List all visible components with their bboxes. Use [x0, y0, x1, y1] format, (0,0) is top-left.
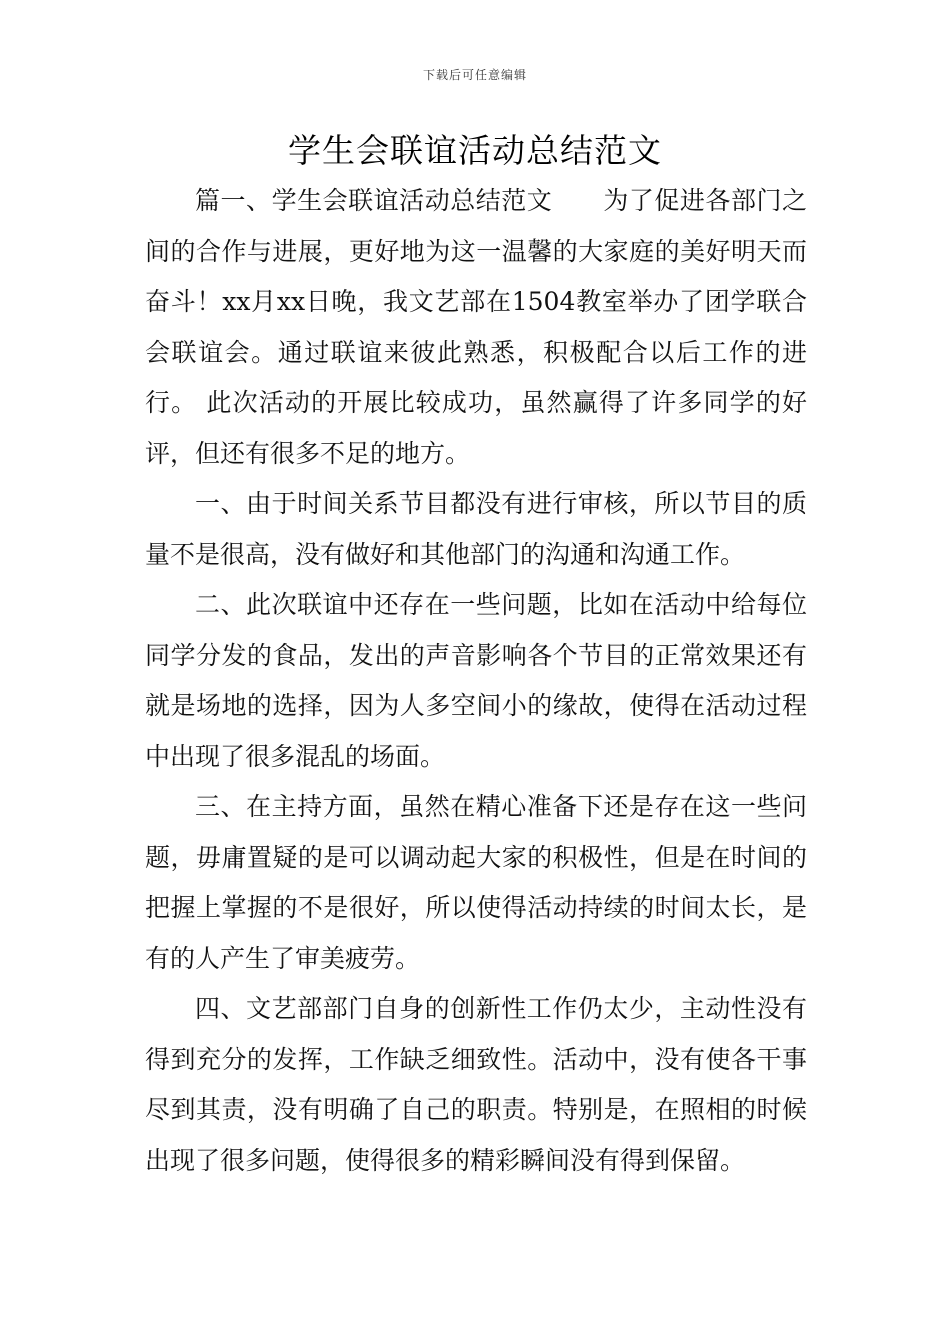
page-title: 学生会联谊活动总结范文 [288, 131, 662, 170]
paragraph-point-1: 一、由于时间关系节目都没有进行审核，所以节目的质量不是很高，没有做好和其他部门的沟通和沟通工作。 [145, 489, 807, 569]
paragraph-point-2: 二、此次联谊中还存在一些问题，比如在活动中给每位同学分发的食品，发出的声音影响各个节目的正常效果还有就是场地的选择，因为人多空间小的缘故，使得在活动过程中出现了很多混乱的场面。 [145, 590, 807, 771]
document-body [145, 176, 807, 1186]
paragraph-intro: 篇一、学生会联谊活动总结范文 为了促进各部门之间的合作与进展，更好地为这一温馨的大家庭的美好明天而奋斗！xx月xx日晚，我文艺部在1504教室举办了团学联合会联谊会。通过联谊来彼此熟悉，积极配合以后工作的进行。 此次活动的开展比较成功，虽然赢得了许多同学的好评，但还有很多不足的地方。 [145, 186, 807, 468]
paragraph-point-4: 四、文艺部部门自身的创新性工作仍太少，主动性没有得到充分的发挥，工作缺乏细致性。活动中，没有使各干事尽到其责，没有明确了自己的职责。特别是，在照相的时候出现了很多问题，使得很多的精彩瞬间没有得到保留。 [145, 994, 807, 1175]
paragraph-point-3: 三、在主持方面，虽然在精心准备下还是存在这一些问题，毋庸置疑的是可以调动起大家的积极性，但是在时间的把握上掌握的不是很好，所以使得活动持续的时间太长，是有的人产生了审美疲劳。 [145, 792, 807, 973]
header-note: 下载后可任意编辑 [422, 68, 527, 82]
